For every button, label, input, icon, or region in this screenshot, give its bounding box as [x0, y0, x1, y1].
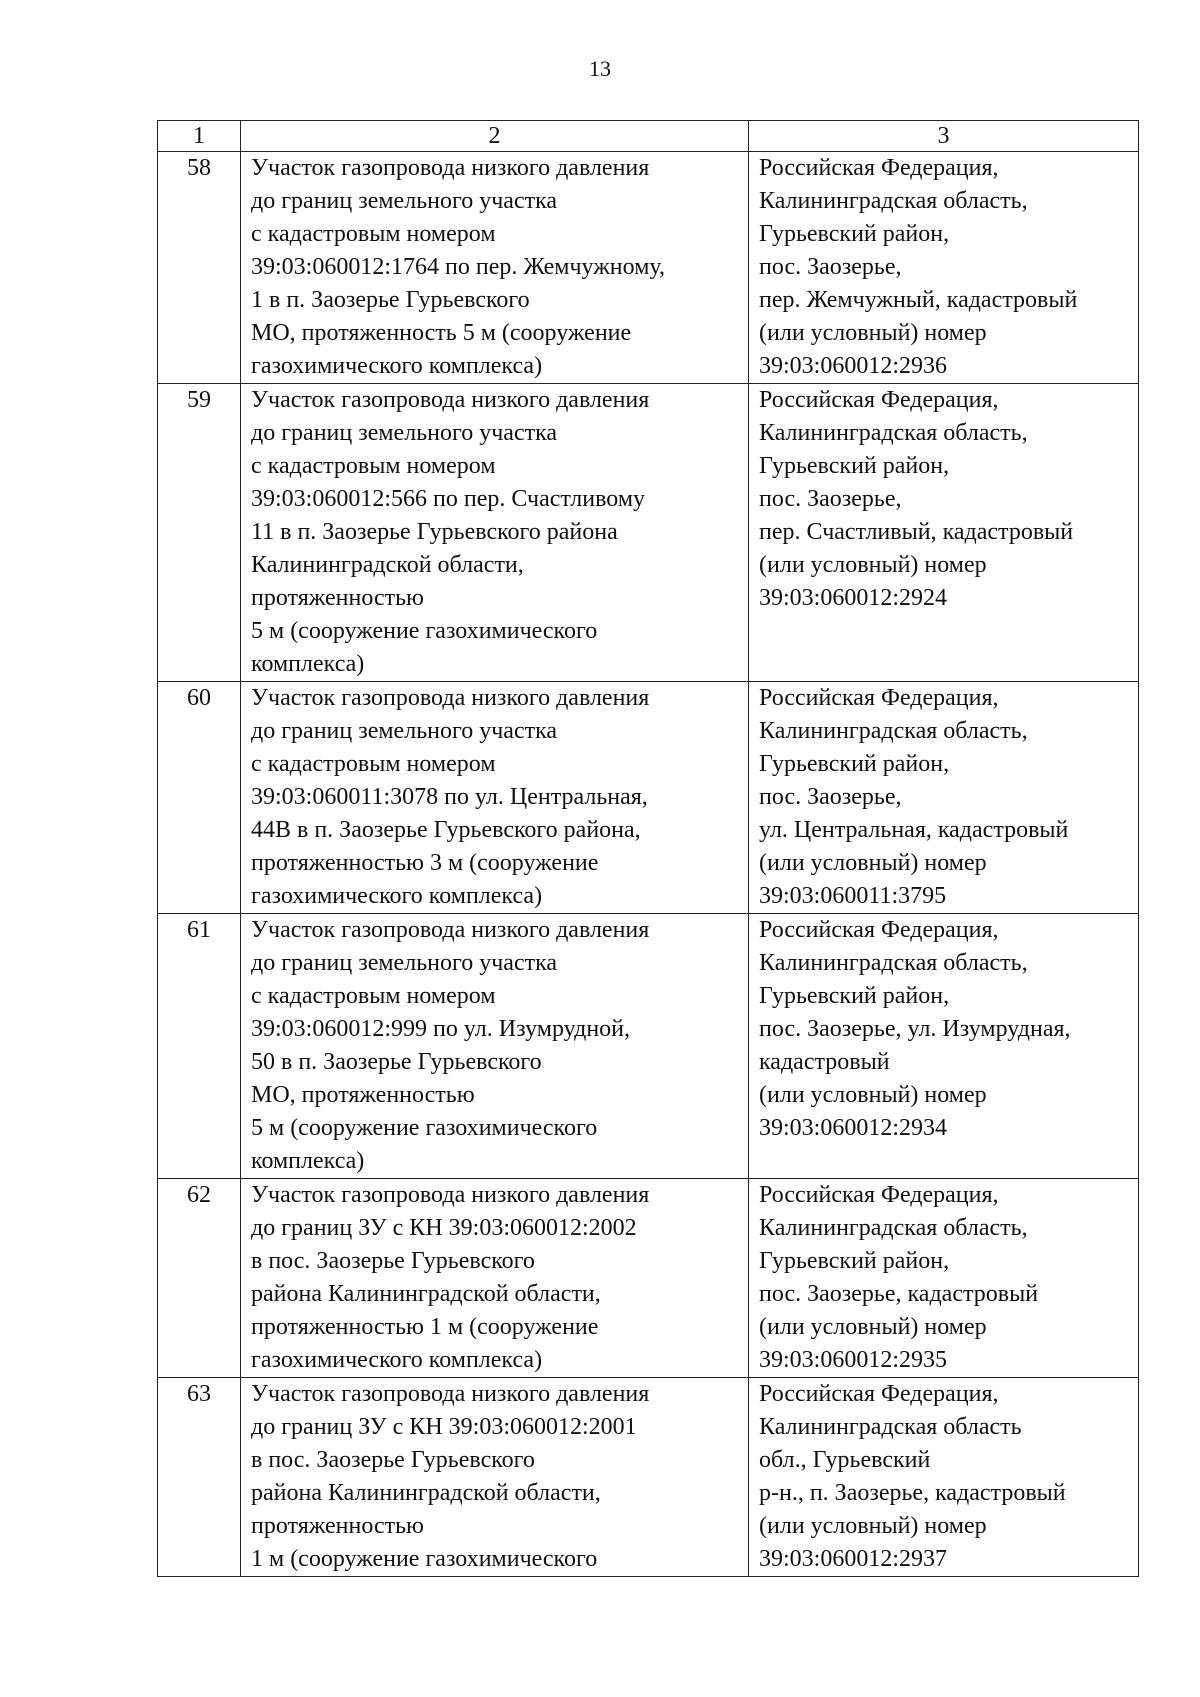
description-line: 1 в п. Заозерье Гурьевского [251, 287, 530, 313]
description-line: с кадастровым номером [251, 751, 496, 777]
description-line: 1 м (сооружение газохимического [251, 1546, 598, 1572]
table-row [158, 1378, 1139, 1577]
description-line: 44В в п. Заозерье Гурьевского района, [251, 817, 641, 843]
description-line: 39:03:060012:999 по ул. Изумрудной, [251, 1016, 631, 1042]
address-line: Гурьевский район, [759, 221, 950, 247]
address-line: (или условный) номер [759, 552, 987, 578]
address-line: 39:03:060012:2924 [759, 585, 948, 611]
address-line: кадастровый [759, 1049, 890, 1075]
address-line: пер. Жемчужный, кадастровый [759, 287, 1078, 313]
description-line: 11 в п. Заозерье Гурьевского района [251, 519, 618, 545]
address-line: обл., Гурьевский [759, 1447, 931, 1473]
address-line: (или условный) номер [759, 1513, 987, 1539]
address-line: Гурьевский район, [759, 1248, 950, 1274]
description-line: протяженностью 3 м (сооружение [251, 850, 599, 876]
address-line: Калининградская область, [759, 1215, 1028, 1241]
object-address [749, 914, 1139, 1179]
table-row [158, 682, 1139, 914]
address-line: Российская Федерация, [759, 387, 999, 413]
row-number: 59 [158, 384, 241, 682]
row-number: 62 [158, 1179, 241, 1378]
property-table [157, 120, 1139, 1577]
description-line: комплекса) [251, 1148, 365, 1174]
object-description [241, 384, 749, 682]
description-line: с кадастровым номером [251, 453, 496, 479]
column-header-2: 2 [241, 121, 749, 152]
description-line: газохимического комплекса) [251, 883, 543, 909]
address-line: пос. Заозерье, ул. Изумрудная, [759, 1016, 1071, 1042]
description-line: протяженностью 1 м (сооружение [251, 1314, 599, 1340]
object-description [241, 152, 749, 384]
description-line: протяженностью [251, 1513, 424, 1539]
object-address [749, 384, 1139, 682]
address-line: Калининградская область, [759, 950, 1028, 976]
row-number: 58 [158, 152, 241, 384]
address-line: (или условный) номер [759, 850, 987, 876]
address-line: 39:03:060012:2936 [759, 353, 948, 379]
address-line: пос. Заозерье, [759, 486, 902, 512]
object-description [241, 1378, 749, 1577]
address-line: Российская Федерация, [759, 155, 999, 181]
object-address [749, 1179, 1139, 1378]
description-line: до границ ЗУ с КН 39:03:060012:2001 [251, 1414, 637, 1440]
address-line: Российская Федерация, [759, 1381, 999, 1407]
description-line: района Калининградской области, [251, 1480, 601, 1506]
address-line: пос. Заозерье, [759, 784, 902, 810]
description-line: с кадастровым номером [251, 983, 496, 1009]
description-line: до границ земельного участка [251, 188, 558, 214]
object-address [749, 682, 1139, 914]
description-line: Участок газопровода низкого давления [251, 1182, 650, 1208]
address-line: Калининградская область, [759, 188, 1028, 214]
description-line: в пос. Заозерье Гурьевского [251, 1248, 535, 1274]
table-row [158, 914, 1139, 1179]
description-line: 39:03:060012:566 по пер. Счастливому [251, 486, 646, 512]
description-line: Калининградской области, [251, 552, 524, 578]
object-address [749, 152, 1139, 384]
description-line: протяженностью [251, 585, 424, 611]
address-line: Калининградская область [759, 1414, 1022, 1440]
description-line: Участок газопровода низкого давления [251, 387, 650, 413]
address-line: пер. Счастливый, кадастровый [759, 519, 1074, 545]
column-header-1: 1 [158, 121, 241, 152]
description-line: МО, протяженностью [251, 1082, 475, 1108]
description-line: до границ земельного участка [251, 950, 558, 976]
address-line: р-н., п. Заозерье, кадастровый [759, 1480, 1066, 1506]
object-address [749, 1378, 1139, 1577]
description-line: 5 м (сооружение газохимического [251, 1115, 598, 1141]
description-line: МО, протяженность 5 м (сооружение [251, 320, 632, 346]
address-line: пос. Заозерье, кадастровый [759, 1281, 1039, 1307]
address-line: (или условный) номер [759, 1082, 987, 1108]
row-number: 61 [158, 914, 241, 1179]
column-header-3: 3 [749, 121, 1139, 152]
object-description [241, 682, 749, 914]
description-line: 39:03:060012:1764 по пер. Жемчужному, [251, 254, 665, 280]
object-description [241, 1179, 749, 1378]
table-row [158, 152, 1139, 384]
address-line: Калининградская область, [759, 718, 1028, 744]
description-line: Участок газопровода низкого давления [251, 155, 650, 181]
description-line: до границ ЗУ с КН 39:03:060012:2002 [251, 1215, 637, 1241]
description-line: газохимического комплекса) [251, 353, 543, 379]
address-line: Гурьевский район, [759, 453, 950, 479]
description-line: с кадастровым номером [251, 221, 496, 247]
description-line: района Калининградской области, [251, 1281, 601, 1307]
object-description [241, 914, 749, 1179]
description-line: комплекса) [251, 651, 365, 677]
description-line: до границ земельного участка [251, 718, 558, 744]
description-line: 5 м (сооружение газохимического [251, 618, 598, 644]
row-number: 63 [158, 1378, 241, 1577]
address-line: (или условный) номер [759, 320, 987, 346]
address-line: Гурьевский район, [759, 983, 950, 1009]
address-line: Российская Федерация, [759, 685, 999, 711]
description-line: Участок газопровода низкого давления [251, 685, 650, 711]
address-line: 39:03:060012:2937 [759, 1546, 948, 1572]
table-header-row [158, 121, 1139, 152]
address-line: 39:03:060011:3795 [759, 883, 947, 909]
address-line: (или условный) номер [759, 1314, 987, 1340]
address-line: пос. Заозерье, [759, 254, 902, 280]
description-line: до границ земельного участка [251, 420, 558, 446]
address-line: Российская Федерация, [759, 1182, 999, 1208]
address-line: 39:03:060012:2935 [759, 1347, 948, 1373]
description-line: Участок газопровода низкого давления [251, 1381, 650, 1407]
description-line: 50 в п. Заозерье Гурьевского [251, 1049, 542, 1075]
address-line: Российская Федерация, [759, 917, 999, 943]
description-line: 39:03:060011:3078 по ул. Центральная, [251, 784, 648, 810]
table-row [158, 384, 1139, 682]
address-line: ул. Центральная, кадастровый [759, 817, 1069, 843]
address-line: Гурьевский район, [759, 751, 950, 777]
description-line: Участок газопровода низкого давления [251, 917, 650, 943]
page-number: 13 [589, 56, 611, 81]
description-line: в пос. Заозерье Гурьевского [251, 1447, 535, 1473]
address-line: Калининградская область, [759, 420, 1028, 446]
row-number: 60 [158, 682, 241, 914]
description-line: газохимического комплекса) [251, 1347, 543, 1373]
address-line: 39:03:060012:2934 [759, 1115, 948, 1141]
table-row [158, 1179, 1139, 1378]
